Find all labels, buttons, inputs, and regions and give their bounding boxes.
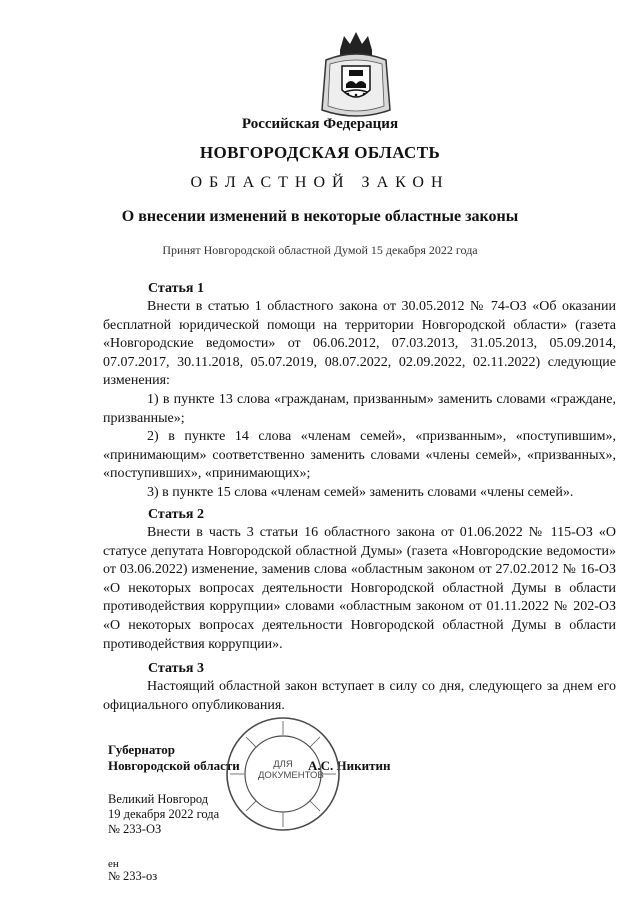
law-number: № 233-ОЗ	[108, 822, 162, 836]
article-1-intro: Внести в статью 1 областного закона от 30.05.2012 № 74-ОЗ «Об оказании бесплатной юридической помощи на территории Новгородской области» (газета «Новгородские ведомости» от 06.06.2012, 07.03.2013, 31.05.2013, 05.09.2014, 07.07.2017, 30.11.2018, 05.07.2019, 08.07.2022, 02.09.2022, 02.11.2022) следующие изменения:	[103, 299, 616, 389]
position-line-2: Новгородской области	[108, 758, 240, 773]
stamp-icon	[224, 715, 342, 833]
article-1-body	[103, 298, 616, 503]
signatory-position	[108, 742, 240, 774]
article-1-item-1: 1) в пункте 13 слова «гражданам, призванным» заменить словами «граждане, призванные»;	[103, 391, 616, 426]
article-2-heading: Статья 2	[148, 507, 204, 522]
footer-number: № 233-оз	[108, 869, 158, 883]
footer-block	[108, 858, 157, 882]
position-line-1: Губернатор	[108, 742, 176, 757]
article-1-item-2: 2) в пункте 14 слова «членам семей», «призванным», «поступившим», «принимающим» соответственно заменить словами «члены семей», «призванных», «поступивших», «принимающих»;	[103, 429, 616, 482]
country-name: Российская Федерация	[241, 116, 399, 132]
article-2-text: Внести в часть 3 статьи 16 областного закона от 01.06.2022 № 115-ОЗ «О статусе депутата Новгородской областной Думы» (газета «Новгородские ведомости» от 03.06.2022) изменение, заменив слова «областным законом от 27.02.2012 № 16-ОЗ «О некоторых вопросах деятельности Новгородской областной Думы в области противодействия коррупции» словами «областным законом от 01.11.2022 № 202-ОЗ «О некоторых вопросах деятельности Новгородской областной Думы в области противодействия коррупции».	[103, 525, 616, 652]
signatory-name: А.С. Никитин	[308, 758, 391, 773]
coat-of-arms-icon	[318, 30, 394, 122]
city: Великий Новгород	[108, 792, 209, 806]
document-title: О внесении изменений в некоторые областные законы	[121, 208, 519, 225]
stamp-center-text: ДЛЯ ДОКУМЕНТОВ	[258, 759, 324, 781]
sign-date: 19 декабря 2022 года	[108, 807, 220, 821]
article-3-body	[103, 678, 616, 715]
article-3-heading: Статья 3	[148, 661, 204, 676]
adoption-note: Принят Новгородской областной Думой 15 декабря 2022 года	[162, 243, 478, 257]
article-3-text: Настоящий областной закон вступает в силу со дня, следующего за днем его официального опубликования.	[103, 679, 616, 713]
law-type: ОБЛАСТНОЙ ЗАКОН	[190, 174, 450, 191]
region-name: НОВГОРОДСКАЯ ОБЛАСТЬ	[199, 143, 441, 162]
article-1-item-3: 3) в пункте 15 слова «членам семей» заменить словами «члены семей».	[147, 484, 574, 500]
article-1-heading: Статья 1	[148, 281, 204, 296]
place-date-block	[108, 792, 219, 837]
footer-initials: ен	[108, 858, 119, 870]
article-2-body	[103, 524, 616, 654]
